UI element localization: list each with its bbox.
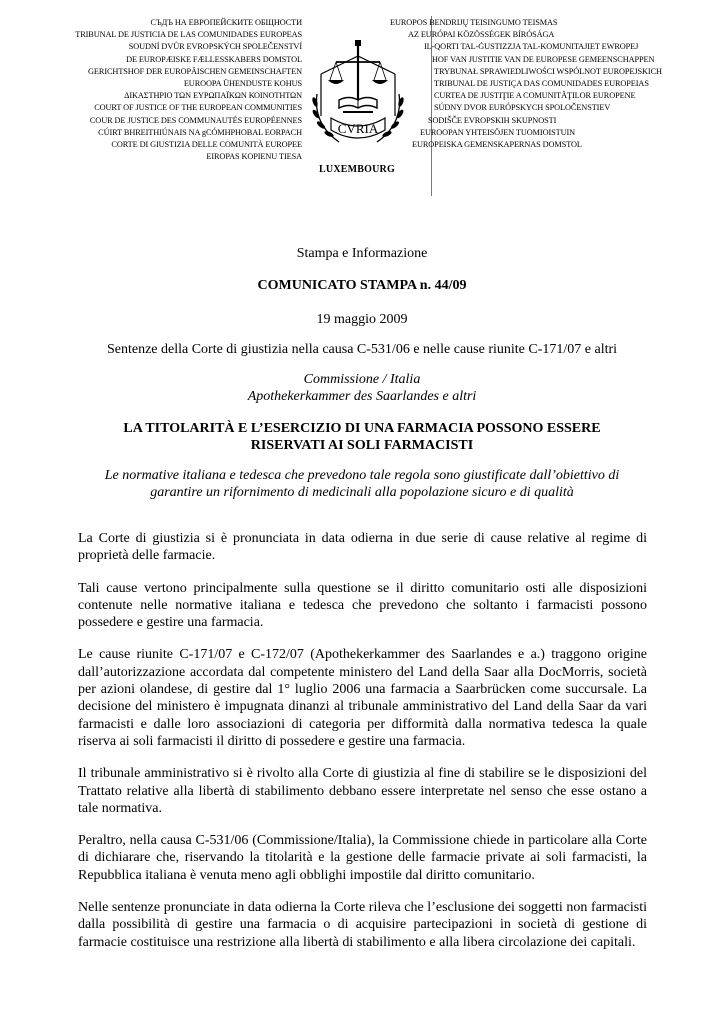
court-name: CÚIRT BHREITHIÚNAIS NA gCÓMHPHOBAL EORPACH [98,127,302,137]
title-line: LA TITOLARITÀ E L’ESERCIZIO DI UNA FARMACIA POSSONO ESSERE [123,421,601,436]
court-name: IL-QORTI TAL-ĠUSTIZZJA TAL-KOMUNITAJIET EWROPEJ [424,42,639,52]
judgments-reference: Sentenze della Corte di giustizia nella causa C-531/06 e nelle cause riunite C-171/07 e altri [106,342,618,357]
court-names-left [40,17,302,163]
title-line: RISERVATI AI SOLI FARMACISTI [250,438,474,453]
parties-line: Apothekerkammer des Saarlandes e altri [247,389,477,404]
court-name: GERICHTSHOF DER EUROPÄISCHEN GEMEINSCHAFTEN [88,66,302,76]
case-parties [60,371,664,405]
court-name: SÚDNY DVOR EURÓPSKYCH SPOLOČENSTIEV [434,103,611,113]
release-subtitle [70,467,654,501]
emblem-label: CVRIA [337,121,379,136]
body-paragraph: Il tribunale amministrativo si è rivolto alla Corte di giustizia al fine di stabilire se le disposizioni del Trattato relative alla libertà di stabilimento debbano essere interpretate nel senso che esse ostano a tale normativa. [78,766,647,816]
city-label: LUXEMBOURG [319,164,395,175]
subtitle-line: Le normative italiana e tedesca che prevedono tale regola sono giustificate dall’obiettivo di [104,468,620,483]
court-name: EUROPOS BENDRIJŲ TEISINGUMO TEISMAS [390,18,558,27]
court-name: ΔΙΚΑΣΤΗΡΙΟ ΤΩΝ ΕΥΡΩΠΑΪΚΩΝ ΚΟΙΝΟΤΗΤΩΝ [124,91,302,101]
court-name: EIROPAS KOPIENU TIESA [206,152,302,162]
release-title [60,420,664,454]
court-name: AZ EURÓPAI KÖZÖSSÉGEK BÍRÓSÁGA [408,30,555,40]
release-date: 19 maggio 2009 [316,312,408,327]
court-name: EUROOPAN YHTEISÖJEN TUOMIOISTUIN [420,127,576,137]
court-name: EUROOPA ÜHENDUSTE KOHUS [183,79,302,89]
release-body [78,530,647,966]
court-name: CORTE DI GIUSTIZIA DELLE COMUNITÀ EUROPEE [111,140,302,150]
court-name: TRYBUNAŁ SPRAWIEDLIWOŚCI WSPÓLNOT EUROPEJSKICH [434,66,662,76]
court-name: COUR DE JUSTICE DES COMMUNAUTÉS EUROPÉENNES [89,115,302,125]
body-paragraph: Le cause riunite C-171/07 e C-172/07 (Apothekerkammer des Saarlandes e a.) traggono origine dall’autorizzazione accordata dal competente ministero del Land della Saar alla DocMorris, società per azioni olandese, di gestire dal 1° luglio 2006 una farmacia a Saarbrücken come succursale. La decisione del ministero è impugnata dinanzi al tribunale amministrativo del Land della Saar da vari farmacisti e dalle loro associazioni di categoria per difformità dalla normativa tedesca la quale riserva ai soli farmacisti il diritto di possedere e gestire una farmacia. [78,647,647,749]
subtitle-line: garantire un rifornimento di medicinali alla popolazione sicuro e di qualità [150,485,574,500]
court-name: EUROPEISKA GEMENSKAPERNAS DOMSTOL [412,140,582,150]
body-paragraph: Nelle sentenze pronunciate in data odierna la Corte rileva che l’esclusione dei soggetti non farmacisti dalla possibilità di gestire una farmacia o di acquisire partecipazioni in società di gestione di farmacie costituisce una restrizione alla libertà di stabilimento e alla libera circolazione dei capitali. [78,900,647,950]
court-names-right [360,17,690,151]
court-name: COURT OF JUSTICE OF THE EUROPEAN COMMUNITIES [94,103,302,113]
court-name: TRIBUNAL DE JUSTIÇA DAS COMUNIDADES EUROPEIAS [434,79,649,89]
body-paragraph: La Corte di giustizia si è pronunciata in data odierna in due serie di cause relative al regime di proprietà delle farmacie. [78,531,647,564]
court-name: DE EUROPÆISKE FÆLLESSKABERS DOMSTOL [126,54,302,64]
press-service-label: Stampa e Informazione [296,246,428,261]
court-name: SOUDNÍ DVŮR EVROPSKÝCH SPOLEČENSTVÍ [128,42,302,52]
body-paragraph: Tali cause vertono principalmente sulla questione se il diritto comunitario osti alle disposizioni contenute nelle normative italiana e tedesca che prevedono che soltanto i farmacisti possono possedere e gestire una farmacia. [78,580,647,631]
court-name: СЪДЪ НА ЕВРОПЕЙСКИТЕ ОБЩНОСТИ [150,18,302,27]
court-name: SODIŠČE EVROPSKIH SKUPNOSTI [428,115,557,125]
parties-line: Commissione / Italia [303,372,421,387]
court-name: HOF VAN JUSTITIE VAN DE EUROPESE GEMEENSCHAPPEN [432,54,655,64]
court-name: CURTEA DE JUSTIŢIE A COMUNITĂŢILOR EUROPENE [434,91,636,101]
press-release-number: COMUNICATO STAMPA n. 44/09 [257,278,467,293]
body-paragraph: Peraltro, nella causa C-531/06 (Commissione/Italia), la Commissione chiede in particolare alla Corte di dichiarare che, riservando la titolarità e la gestione delle farmacie private ai soli farmacisti, la Repubblica italiana è venuta meno agli obblighi impostile dal diritto comunitario. [78,833,647,883]
court-name: TRIBUNAL DE JUSTICIA DE LAS COMUNIDADES EUROPEAS [75,30,302,40]
